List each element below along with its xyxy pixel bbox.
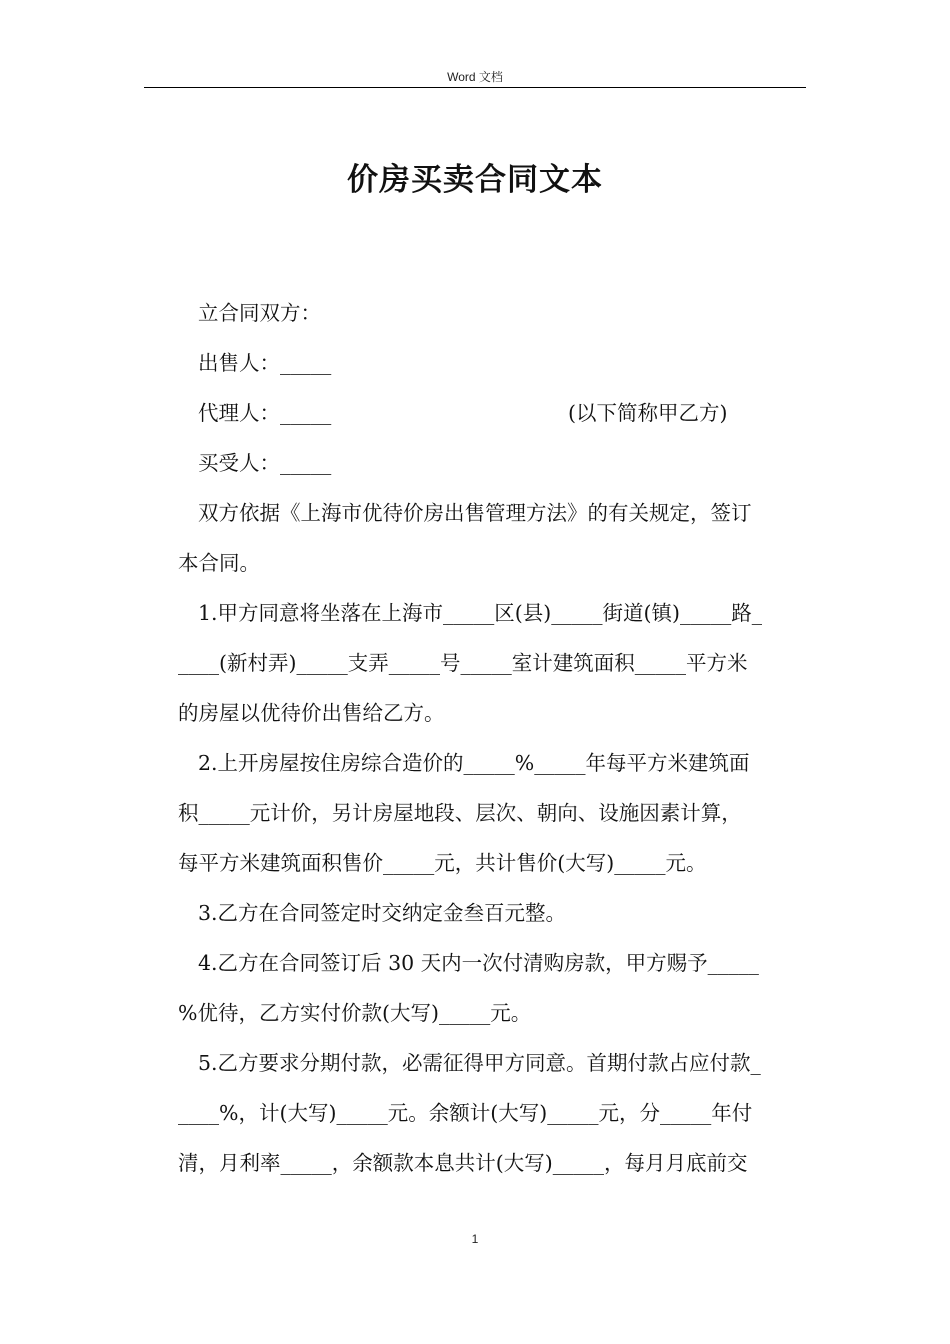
clause-2-line-2: 积_____元计价，另计房屋地段、层次、朝向、设施因素计算， xyxy=(178,801,742,825)
clause-4-line-2: %优待，乙方实付价款(大写)_____元。 xyxy=(178,1001,532,1025)
party-buyer: 买受人：_____ xyxy=(198,451,332,475)
page-number: 1 xyxy=(471,1232,479,1246)
preamble-line-2: 本合同。 xyxy=(178,551,260,575)
clause-2-line-3: 每平方米建筑面积售价_____元，共计售价(大写)_____元。 xyxy=(178,851,707,875)
clause-1-line-2: ____(新村弄)_____支弄_____号_____室计建筑面积_____平方米 xyxy=(178,651,748,675)
preamble-line-1: 双方依据《上海市优待价房出售管理方法》的有关规定，签订 xyxy=(198,501,752,525)
parties-intro: 立合同双方： xyxy=(198,301,321,325)
page-header: Word 文档 xyxy=(447,70,503,84)
clause-5-line-1: 5.乙方要求分期付款，必需征得甲方同意。首期付款占应付款_ xyxy=(198,1051,761,1075)
header-divider xyxy=(144,87,806,88)
clause-2-line-1: 2.上开房屋按住房综合造价的_____%_____年每平方米建筑面 xyxy=(198,751,750,775)
clause-5-line-3: 清，月利率_____，余额款本息共计(大写)_____，每月月底前交 xyxy=(178,1151,748,1175)
party-seller: 出售人：_____ xyxy=(198,351,332,375)
clause-3-line-1: 3.乙方在合同签定时交纳定金叁百元整。 xyxy=(198,901,567,925)
party-abbreviation: (以下简称甲乙方) xyxy=(568,401,728,425)
clause-1-line-1: 1.甲方同意将坐落在上海市_____区(县)_____街道(镇)_____路_ xyxy=(198,601,763,625)
document-title: 价房买卖合同文本 xyxy=(347,162,603,198)
party-agent-row xyxy=(178,388,810,438)
clause-4-line-1: 4.乙方在合同签订后 30 天内一次付清购房款，甲方赐予_____ xyxy=(198,951,759,975)
document-body xyxy=(178,288,810,1188)
party-agent: 代理人：_____ xyxy=(198,401,332,425)
clause-1-line-3: 的房屋以优待价出售给乙方。 xyxy=(178,701,445,725)
clause-5-line-2: ____%，计(大写)_____元。余额计(大写)_____元，分_____年付 xyxy=(178,1101,753,1125)
